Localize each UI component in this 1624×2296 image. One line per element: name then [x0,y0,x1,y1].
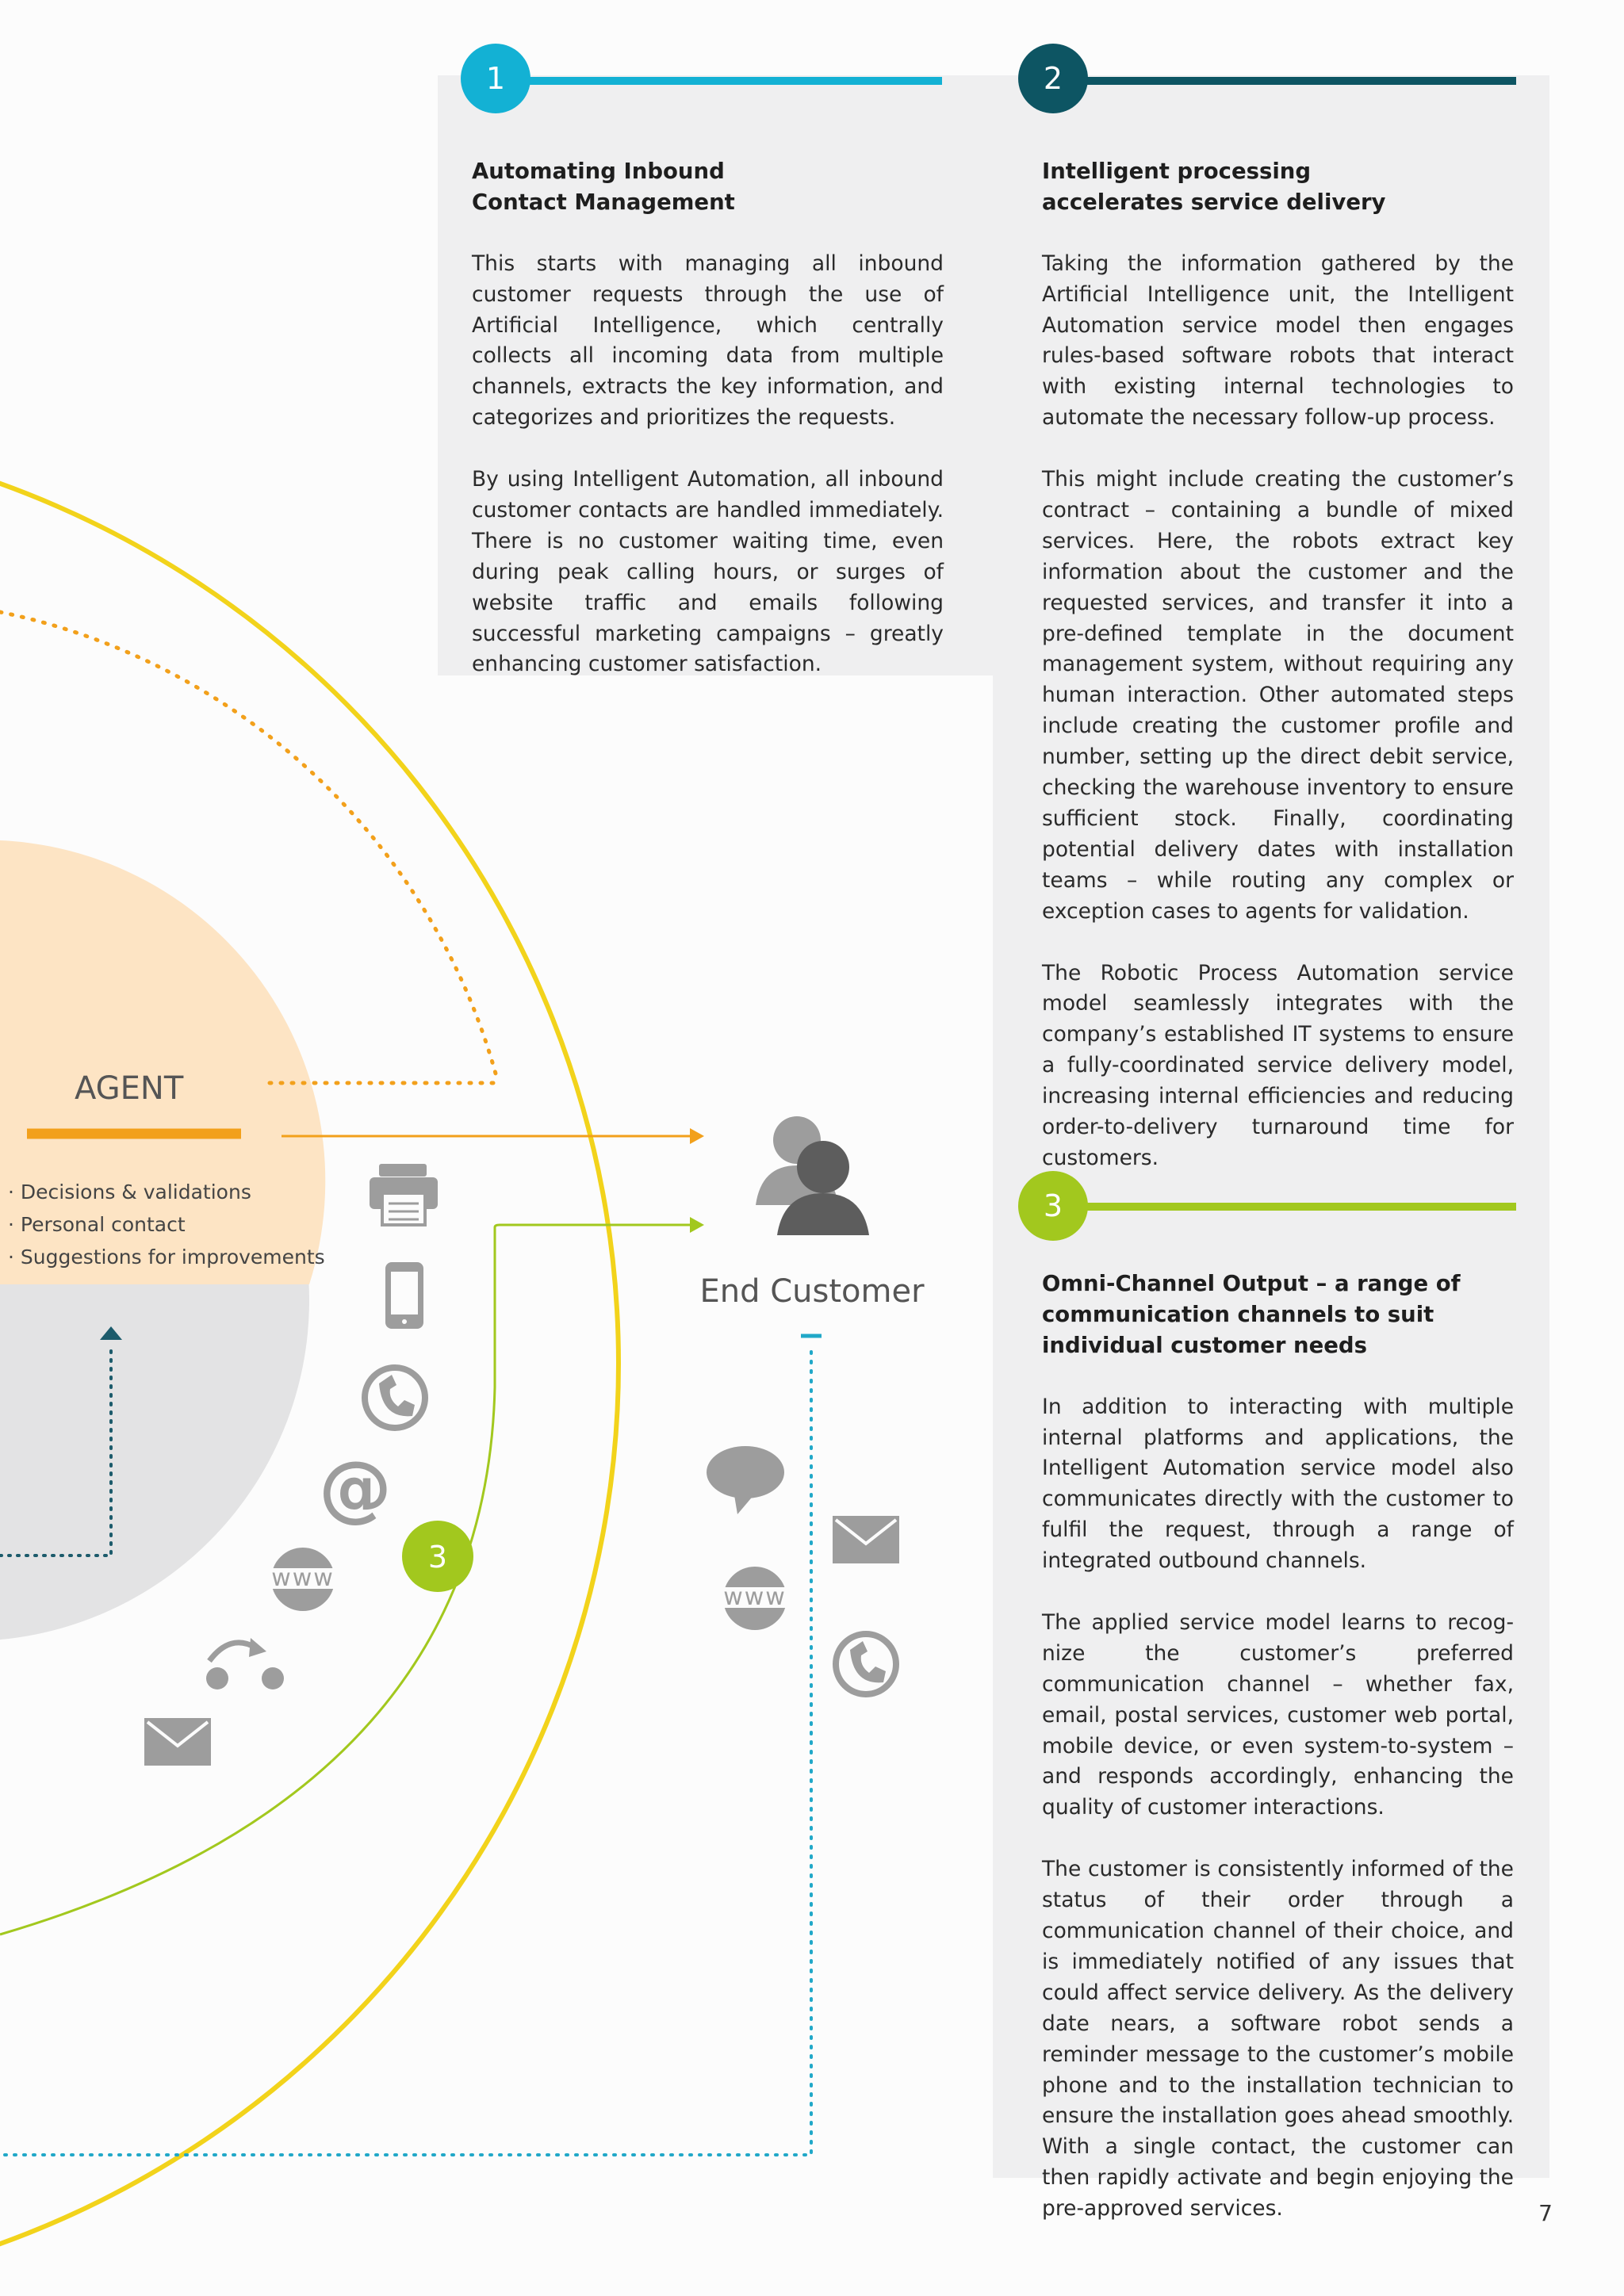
section-1-paragraph-1: This starts with managing all inbound customer requests through the use of Artificial Intelligence, which centrally collects all incoming data from multiple channels, extracts the key information, and categorizes and prioritizes the requests. [472,251,944,430]
orange-arrowhead [690,1128,704,1144]
green-connector [495,1225,690,1227]
section-2-rule [1063,77,1516,85]
chat-icon [707,1446,784,1514]
section-3-badge: 3 [1018,1171,1088,1241]
diagram-badge-3-label: 3 [427,1540,448,1575]
section-1-text [472,156,944,680]
section-3-rule [1063,1203,1516,1211]
system-to-system-icon [206,1638,284,1689]
section-2-paragraph-1: Taking the information gathered by the Artificial Intelligence unit, the Intelligent Automation service model then engages rules-based software robots that interact with existing internal technologies to automate the necessary follow-up process. [1042,251,1514,430]
section-3-paragraph-1: In addition to interacting with multiple internal platforms and applications, the Intelligent Automation service model also communicates directly with the customer to fulfil the request, through a range of integrated outbound channels. [1042,1394,1514,1574]
section-1-paragraph-2: By using Intelligent Automation, all inbound customer contacts are handled immediately. There is no customer waiting time, even during peak calling hours, or surges of website traffic and emails following successful marketing campaigns – greatly enhancing customer satisfaction. [472,467,944,677]
mobile-icon [385,1262,423,1329]
page-number: 7 [1538,2200,1553,2226]
section-1-rule [508,77,942,85]
svg-text:www: www [271,1564,335,1592]
section-2-badge: 2 [1018,44,1088,113]
svg-text:www: www [723,1583,787,1611]
mail-icon-outbound [833,1516,899,1563]
www-icon-outbound [715,1567,795,1630]
agent-point-3: · Suggestions for improvements [8,1246,325,1269]
section-3-heading: Omni-Channel Output – a range of communication channels to suit individual customer needs [1042,1271,1461,1358]
www-icon-inbound [263,1548,343,1611]
section-1-heading: Automating Inbound Contact Management [472,159,735,215]
section-3-paragraph-2: The applied service model learns to recognize the customer’s preferred communication channel – whether fax, email, postal services, customer web portal, mobile device, or even system-to-system – and responds accordingly, enhancing the quality of customer interactions. [1042,1609,1514,1820]
at-icon [319,1445,392,1530]
section-1-badge: 1 [461,44,530,113]
phone-icon-inbound [365,1368,425,1428]
agent-point-2: · Personal contact [8,1213,186,1236]
section-2-paragraph-3: The Robotic Process Automation service model seamlessly integrates with the company’s established IT systems to ensure a fully-coordinated service delivery model, increasing internal efficiencies and reducing order-to-delivery turnaround time for customers. [1042,960,1514,1170]
agent-label: AGENT [75,1070,184,1107]
end-customer-label: End Customer [699,1273,925,1310]
fax-icon [370,1164,438,1225]
green-arrowhead [690,1217,704,1233]
mail-icon-inbound [144,1718,211,1766]
section-3-paragraph-3: The customer is consistently informed of the status of their order through a communication channel of their choice, and is immediately notified of any issues that could affect service delivery. As the delivery date nears, a software robot sends a reminder message to the customer’s mobile phone and to the installation technician to ensure the installation goes ahead smoothly. With a single contact, the customer can then rapidly activate and begin enjoying the pre-approved services. [1042,1857,1514,2221]
section-2-text [1042,156,1514,1174]
phone-icon-outbound [836,1634,896,1694]
section-2-paragraph-2: This might include creating the customer’s contract – containing a bundle of mixed services. Here, the robots extract key information about the customer and the requested services, and transfer it into a pre-defined template in the document management system, without requiring any human interaction. Other automated steps include creating the customer profile and number, setting up the direct debit service, checking the warehouse inventory to ensure sufficient stock. Finally, coordinating potential delivery dates with installation teams – while routing any complex or exception cases to agents for validation. [1042,467,1514,924]
section-3-text [1042,1269,1514,2225]
agent-point-1: · Decisions & validations [8,1181,251,1203]
svg-text:@: @ [319,1445,392,1530]
section-2-heading: Intelligent processing accelerates service delivery [1042,159,1386,215]
